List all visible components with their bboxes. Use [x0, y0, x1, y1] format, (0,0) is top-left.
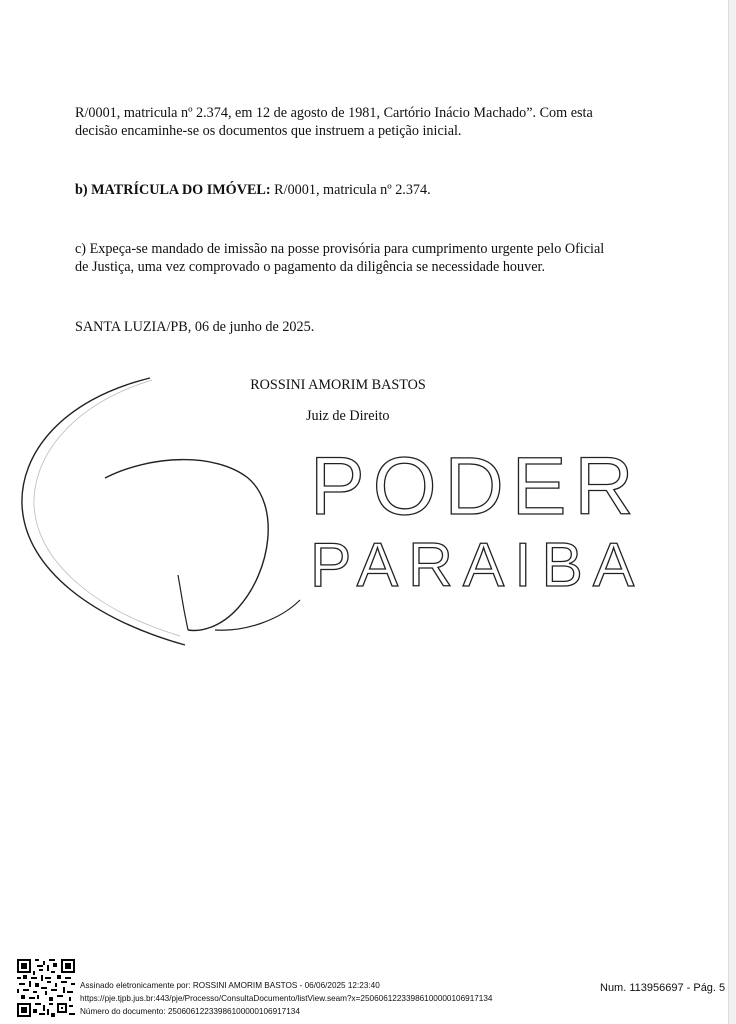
qr-code-icon[interactable] — [17, 959, 75, 1017]
paragraph-line: c) Expeça-se mandado de imissão na posse provisória para cumprimento urgente pelo Oficial — [75, 241, 605, 257]
watermark-line-2: PARAIBA — [310, 531, 645, 600]
place-date: SANTA LUZIA/PB, 06 de junho de 2025. — [75, 319, 315, 335]
signature-name: ROSSINI AMORIM BASTOS — [250, 377, 426, 393]
footer-signed-by: Assinado eletronicamente por: ROSSINI AMORIM BASTOS - 06/06/2025 12:23:40 — [80, 981, 380, 990]
footer-url[interactable]: https://pje.tjpb.jus.br:443/pje/Processo/ConsultaDocumento/listView.seam?x=25060612233986100000106917134 — [80, 994, 493, 1003]
paragraph-line: R/0001, matricula nº 2.374, em 12 de agosto de 1981, Cartório Inácio Machado”. Com esta — [75, 105, 593, 121]
matricula-value: R/0001, matricula nº 2.374. — [270, 182, 431, 198]
paragraph-line: decisão encaminhe-se os documentos que instruem a petição inicial. — [75, 123, 462, 139]
paragraph-line: de Justiça, uma vez comprovado o pagamento da diligência se necessidade houver. — [75, 259, 545, 275]
footer-signature-info — [80, 979, 492, 1018]
watermark-line-1: PODER — [310, 441, 642, 532]
footer — [0, 955, 736, 1024]
matricula-label: b) MATRÍCULA DO IMÓVEL: — [75, 182, 271, 198]
footer-page-ref: Num. 113956697 - Pág. 5 — [600, 982, 726, 994]
footer-doc-number: Número do documento: 25060612233986100000106917134 — [80, 1007, 300, 1016]
signature-role: Juiz de Direito — [306, 408, 390, 424]
